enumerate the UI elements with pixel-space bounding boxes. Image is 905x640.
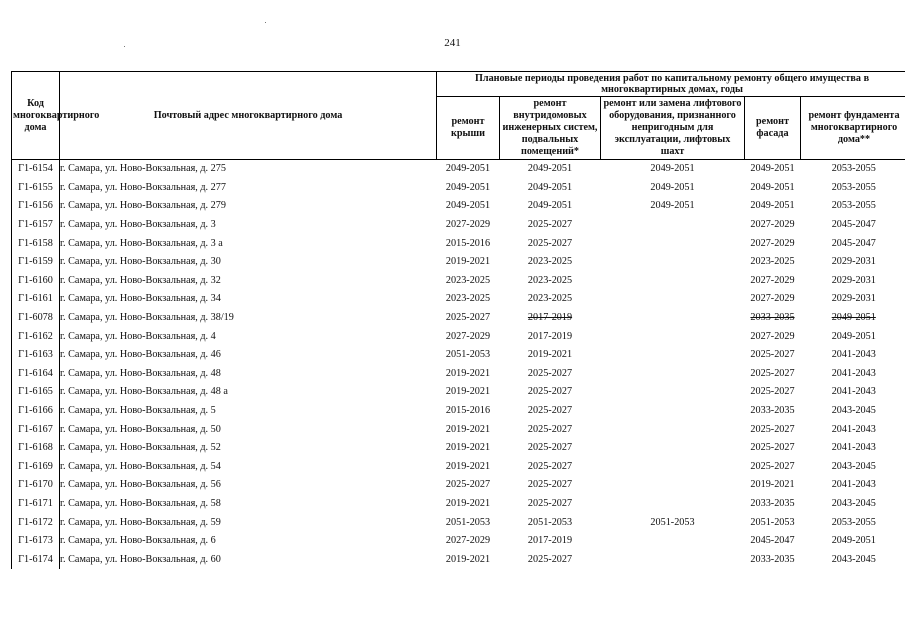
foundation-period-cell: 2041-2043 (801, 365, 905, 384)
foundation-period-cell: 2029-2031 (801, 290, 905, 309)
roof-period-cell: 2049-2051 (445, 181, 491, 193)
roof-period-cell: 2023-2025 (445, 274, 491, 286)
systems-period-cell: 2051-2053 (527, 516, 573, 528)
address-cell: г. Самара, ул. Ново-Вокзальная, д. 6 (60, 535, 216, 547)
foundation-period-cell: 2045-2047 (801, 216, 905, 235)
systems-period-cell: 2025-2027 (527, 367, 573, 379)
code-cell: Г1-6167 (12, 420, 60, 439)
systems-period-cell: 2025-2027 (527, 386, 573, 398)
systems-period-cell: 2025-2027 (527, 553, 573, 565)
address-cell: г. Самара, ул. Ново-Вокзальная, д. 34 (60, 293, 221, 305)
facade-period-cell: 2027-2029 (750, 237, 795, 249)
elevator-period-cell (601, 327, 745, 346)
table-row (12, 495, 905, 514)
scan-speck (265, 22, 266, 23)
systems-period-cell: 2025-2027 (527, 460, 573, 472)
elevator-period-cell (601, 495, 745, 514)
systems-period-cell: 2023-2025 (527, 293, 573, 305)
foundation-period-cell: 2053-2055 (801, 197, 905, 216)
systems-period-cell: 2049-2051 (527, 200, 573, 212)
address-cell: г. Самара, ул. Ново-Вокзальная, д. 3 (60, 219, 216, 231)
table-row (12, 309, 905, 328)
table-row (12, 402, 905, 421)
table-row (12, 327, 905, 346)
foundation-period-cell: 2041-2043 (801, 420, 905, 439)
scan-speck (124, 46, 125, 47)
table-row (12, 290, 905, 309)
elevator-period-cell: 2051-2053 (650, 516, 695, 528)
code-cell: Г1-6159 (12, 253, 60, 272)
code-cell: Г1-6155 (12, 179, 60, 198)
table-row (12, 272, 905, 291)
roof-period-cell: 2019-2021 (445, 553, 491, 565)
code-cell: Г1-6161 (12, 290, 60, 309)
table-row (12, 458, 905, 477)
systems-period-cell: 2025-2027 (527, 479, 573, 491)
address-cell: г. Самара, ул. Ново-Вокзальная, д. 46 (60, 349, 221, 361)
table-row (12, 383, 905, 402)
header-roof: ремонт крыши (437, 97, 500, 160)
systems-period-cell: 2025-2027 (527, 237, 573, 249)
table-row (12, 346, 905, 365)
address-cell: г. Самара, ул. Ново-Вокзальная, д. 4 (60, 330, 216, 342)
systems-period-cell: 2025-2027 (527, 497, 573, 509)
roof-period-cell: 2019-2021 (445, 367, 491, 379)
systems-period-cell: 2025-2027 (527, 442, 573, 454)
facade-period-cell: 2033-2035 (750, 553, 795, 565)
header-elevator: ремонт или замена лифтового оборудования, признанного непригодным для эксплуатации, лифтовых шахт (601, 97, 745, 160)
code-cell: Г1-6158 (12, 234, 60, 253)
foundation-period-cell: 2041-2043 (801, 346, 905, 365)
table-row (12, 253, 905, 272)
facade-period-cell: 2025-2027 (750, 460, 795, 472)
elevator-period-cell (601, 383, 745, 402)
table-row (12, 365, 905, 384)
roof-period-cell: 2049-2051 (445, 163, 491, 175)
facade-period-cell: 2019-2021 (750, 479, 795, 491)
address-cell: г. Самара, ул. Ново-Вокзальная, д. 54 (60, 460, 221, 472)
address-cell: г. Самара, ул. Ново-Вокзальная, д. 3 а (60, 237, 223, 249)
elevator-period-cell (601, 290, 745, 309)
foundation-period-cell: 2041-2043 (801, 439, 905, 458)
systems-period-cell: 2017-2019 (527, 330, 573, 342)
elevator-period-cell (601, 272, 745, 291)
code-cell: Г1-6173 (12, 532, 60, 551)
elevator-period-cell (601, 402, 745, 421)
systems-period-cell: 2017-2019 (527, 535, 573, 547)
elevator-period-cell: 2049-2051 (650, 163, 695, 175)
code-cell: Г1-6160 (12, 272, 60, 291)
facade-period-cell: 2049-2051 (750, 181, 795, 193)
foundation-period-cell: 2053-2055 (801, 513, 905, 532)
elevator-period-cell (601, 458, 745, 477)
roof-period-cell: 2049-2051 (445, 200, 491, 212)
roof-period-cell: 2019-2021 (445, 442, 491, 454)
foundation-period-cell: 2043-2045 (801, 458, 905, 477)
table-body (12, 160, 905, 570)
header-facade: ремонт фасада (745, 97, 801, 160)
table-row (12, 439, 905, 458)
address-cell: г. Самара, ул. Ново-Вокзальная, д. 30 (60, 256, 221, 268)
elevator-period-cell (601, 309, 745, 328)
foundation-period-cell: 2053-2055 (801, 160, 905, 179)
elevator-period-cell (601, 420, 745, 439)
code-cell: Г1-6170 (12, 476, 60, 495)
elevator-period-cell (601, 253, 745, 272)
facade-period-cell: 2045-2047 (750, 535, 795, 547)
code-cell: Г1-6078 (12, 309, 60, 328)
foundation-period-cell: 2053-2055 (801, 179, 905, 198)
code-cell: Г1-6156 (12, 197, 60, 216)
facade-period-cell: 2027-2029 (750, 219, 795, 231)
header-systems: ремонт внутридомовых инженерных систем, подвальных помещений* (500, 97, 601, 160)
table-row (12, 216, 905, 235)
code-cell: Г1-6165 (12, 383, 60, 402)
address-cell: г. Самара, ул. Ново-Вокзальная, д. 56 (60, 479, 221, 491)
code-cell: Г1-6166 (12, 402, 60, 421)
elevator-period-cell (601, 346, 745, 365)
elevator-period-cell (601, 532, 745, 551)
table-row (12, 420, 905, 439)
roof-period-cell: 2019-2021 (445, 497, 491, 509)
systems-period-cell: 2019-2021 (527, 349, 573, 361)
table-row (12, 179, 905, 198)
code-cell: Г1-6171 (12, 495, 60, 514)
code-cell: Г1-6172 (12, 513, 60, 532)
foundation-period-cell: 2049-2051 (801, 532, 905, 551)
address-cell: г. Самара, ул. Ново-Вокзальная, д. 38/19 (60, 312, 234, 324)
foundation-period-cell: 2029-2031 (801, 253, 905, 272)
roof-period-cell: 2051-2053 (445, 349, 491, 361)
header-foundation: ремонт фундамента многоквартирного дома** (801, 97, 905, 160)
table-row (12, 234, 905, 253)
address-cell: г. Самара, ул. Ново-Вокзальная, д. 275 (60, 163, 226, 175)
roof-period-cell: 2051-2053 (445, 516, 491, 528)
table-row (12, 532, 905, 551)
roof-period-cell: 2019-2021 (445, 423, 491, 435)
roof-period-cell: 2015-2016 (445, 237, 491, 249)
elevator-period-cell: 2049-2051 (650, 181, 695, 193)
foundation-period-cell: 2041-2043 (801, 383, 905, 402)
elevator-period-cell (601, 234, 745, 253)
facade-period-cell: 2027-2029 (750, 330, 795, 342)
foundation-period-cell: 2043-2045 (801, 495, 905, 514)
address-cell: г. Самара, ул. Ново-Вокзальная, д. 50 (60, 423, 221, 435)
foundation-period-cell: 2043-2045 (801, 550, 905, 569)
facade-period-cell: 2049-2051 (750, 200, 795, 212)
systems-period-cell: 2025-2027 (527, 405, 573, 417)
foundation-period-cell: 2041-2043 (801, 476, 905, 495)
code-cell: Г1-6164 (12, 365, 60, 384)
code-cell: Г1-6174 (12, 550, 60, 569)
facade-period-cell: 2023-2025 (750, 256, 795, 268)
systems-period-cell: 2049-2051 (527, 163, 573, 175)
table-row (12, 513, 905, 532)
address-cell: г. Самара, ул. Ново-Вокзальная, д. 52 (60, 442, 221, 454)
facade-period-cell: 2027-2029 (750, 293, 795, 305)
address-cell: г. Самара, ул. Ново-Вокзальная, д. 279 (60, 200, 226, 212)
facade-period-cell: 2025-2027 (750, 386, 795, 398)
facade-period-cell: 2049-2051 (750, 163, 795, 175)
foundation-period-cell: 2045-2047 (801, 234, 905, 253)
code-cell: Г1-6169 (12, 458, 60, 477)
roof-period-cell: 2019-2021 (445, 386, 491, 398)
code-cell: Г1-6163 (12, 346, 60, 365)
address-cell: г. Самара, ул. Ново-Вокзальная, д. 48 а (60, 386, 228, 398)
foundation-period-cell: 2043-2045 (801, 402, 905, 421)
facade-period-cell: 2025-2027 (750, 367, 795, 379)
facade-period-cell: 2033-2035 (750, 312, 795, 324)
table-row (12, 160, 905, 179)
address-cell: г. Самара, ул. Ново-Вокзальная, д. 60 (60, 553, 221, 565)
address-cell: г. Самара, ул. Ново-Вокзальная, д. 59 (60, 516, 221, 528)
header-address: Почтовый адрес многоквартирного дома (60, 72, 437, 160)
elevator-period-cell: 2049-2051 (650, 200, 695, 212)
systems-period-cell: 2049-2051 (527, 181, 573, 193)
roof-period-cell: 2027-2029 (445, 330, 491, 342)
elevator-period-cell (601, 550, 745, 569)
table-row (12, 550, 905, 569)
page-number: 241 (444, 37, 461, 49)
code-cell: Г1-6162 (12, 327, 60, 346)
roof-period-cell: 2019-2021 (445, 256, 491, 268)
foundation-period-cell: 2049-2051 (801, 309, 905, 328)
elevator-period-cell (601, 365, 745, 384)
address-cell: г. Самара, ул. Ново-Вокзальная, д. 5 (60, 405, 216, 417)
roof-period-cell: 2015-2016 (445, 405, 491, 417)
facade-period-cell: 2051-2053 (750, 516, 795, 528)
roof-period-cell: 2019-2021 (445, 460, 491, 472)
code-cell: Г1-6157 (12, 216, 60, 235)
address-cell: г. Самара, ул. Ново-Вокзальная, д. 48 (60, 367, 221, 379)
table-row (12, 197, 905, 216)
systems-period-cell: 2023-2025 (527, 274, 573, 286)
systems-period-cell: 2023-2025 (527, 256, 573, 268)
roof-period-cell: 2027-2029 (445, 535, 491, 547)
systems-period-cell: 2025-2027 (527, 423, 573, 435)
code-cell: Г1-6154 (12, 160, 60, 179)
address-cell: г. Самара, ул. Ново-Вокзальная, д. 32 (60, 274, 221, 286)
elevator-period-cell (601, 216, 745, 235)
systems-period-cell: 2025-2027 (527, 219, 573, 231)
foundation-period-cell: 2029-2031 (801, 272, 905, 291)
code-cell: Г1-6168 (12, 439, 60, 458)
facade-period-cell: 2025-2027 (750, 423, 795, 435)
elevator-period-cell (601, 476, 745, 495)
header-periods: Плановые периоды проведения работ по капитальному ремонту общего имущества в многоквартирных домах, годы (437, 72, 905, 97)
facade-period-cell: 2033-2035 (750, 405, 795, 417)
roof-period-cell: 2027-2029 (445, 219, 491, 231)
repair-schedule-table (11, 71, 905, 569)
address-cell: г. Самара, ул. Ново-Вокзальная, д. 277 (60, 181, 226, 193)
systems-period-cell: 2017-2019 (527, 312, 573, 324)
facade-period-cell: 2025-2027 (750, 442, 795, 454)
address-cell: г. Самара, ул. Ново-Вокзальная, д. 58 (60, 497, 221, 509)
facade-period-cell: 2027-2029 (750, 274, 795, 286)
roof-period-cell: 2025-2027 (445, 479, 491, 491)
header-code: Код многоквартирного дома (12, 72, 60, 160)
foundation-period-cell: 2049-2051 (801, 327, 905, 346)
facade-period-cell: 2033-2035 (750, 497, 795, 509)
roof-period-cell: 2023-2025 (445, 293, 491, 305)
facade-period-cell: 2025-2027 (750, 349, 795, 361)
table-row (12, 476, 905, 495)
roof-period-cell: 2025-2027 (445, 312, 491, 324)
elevator-period-cell (601, 439, 745, 458)
